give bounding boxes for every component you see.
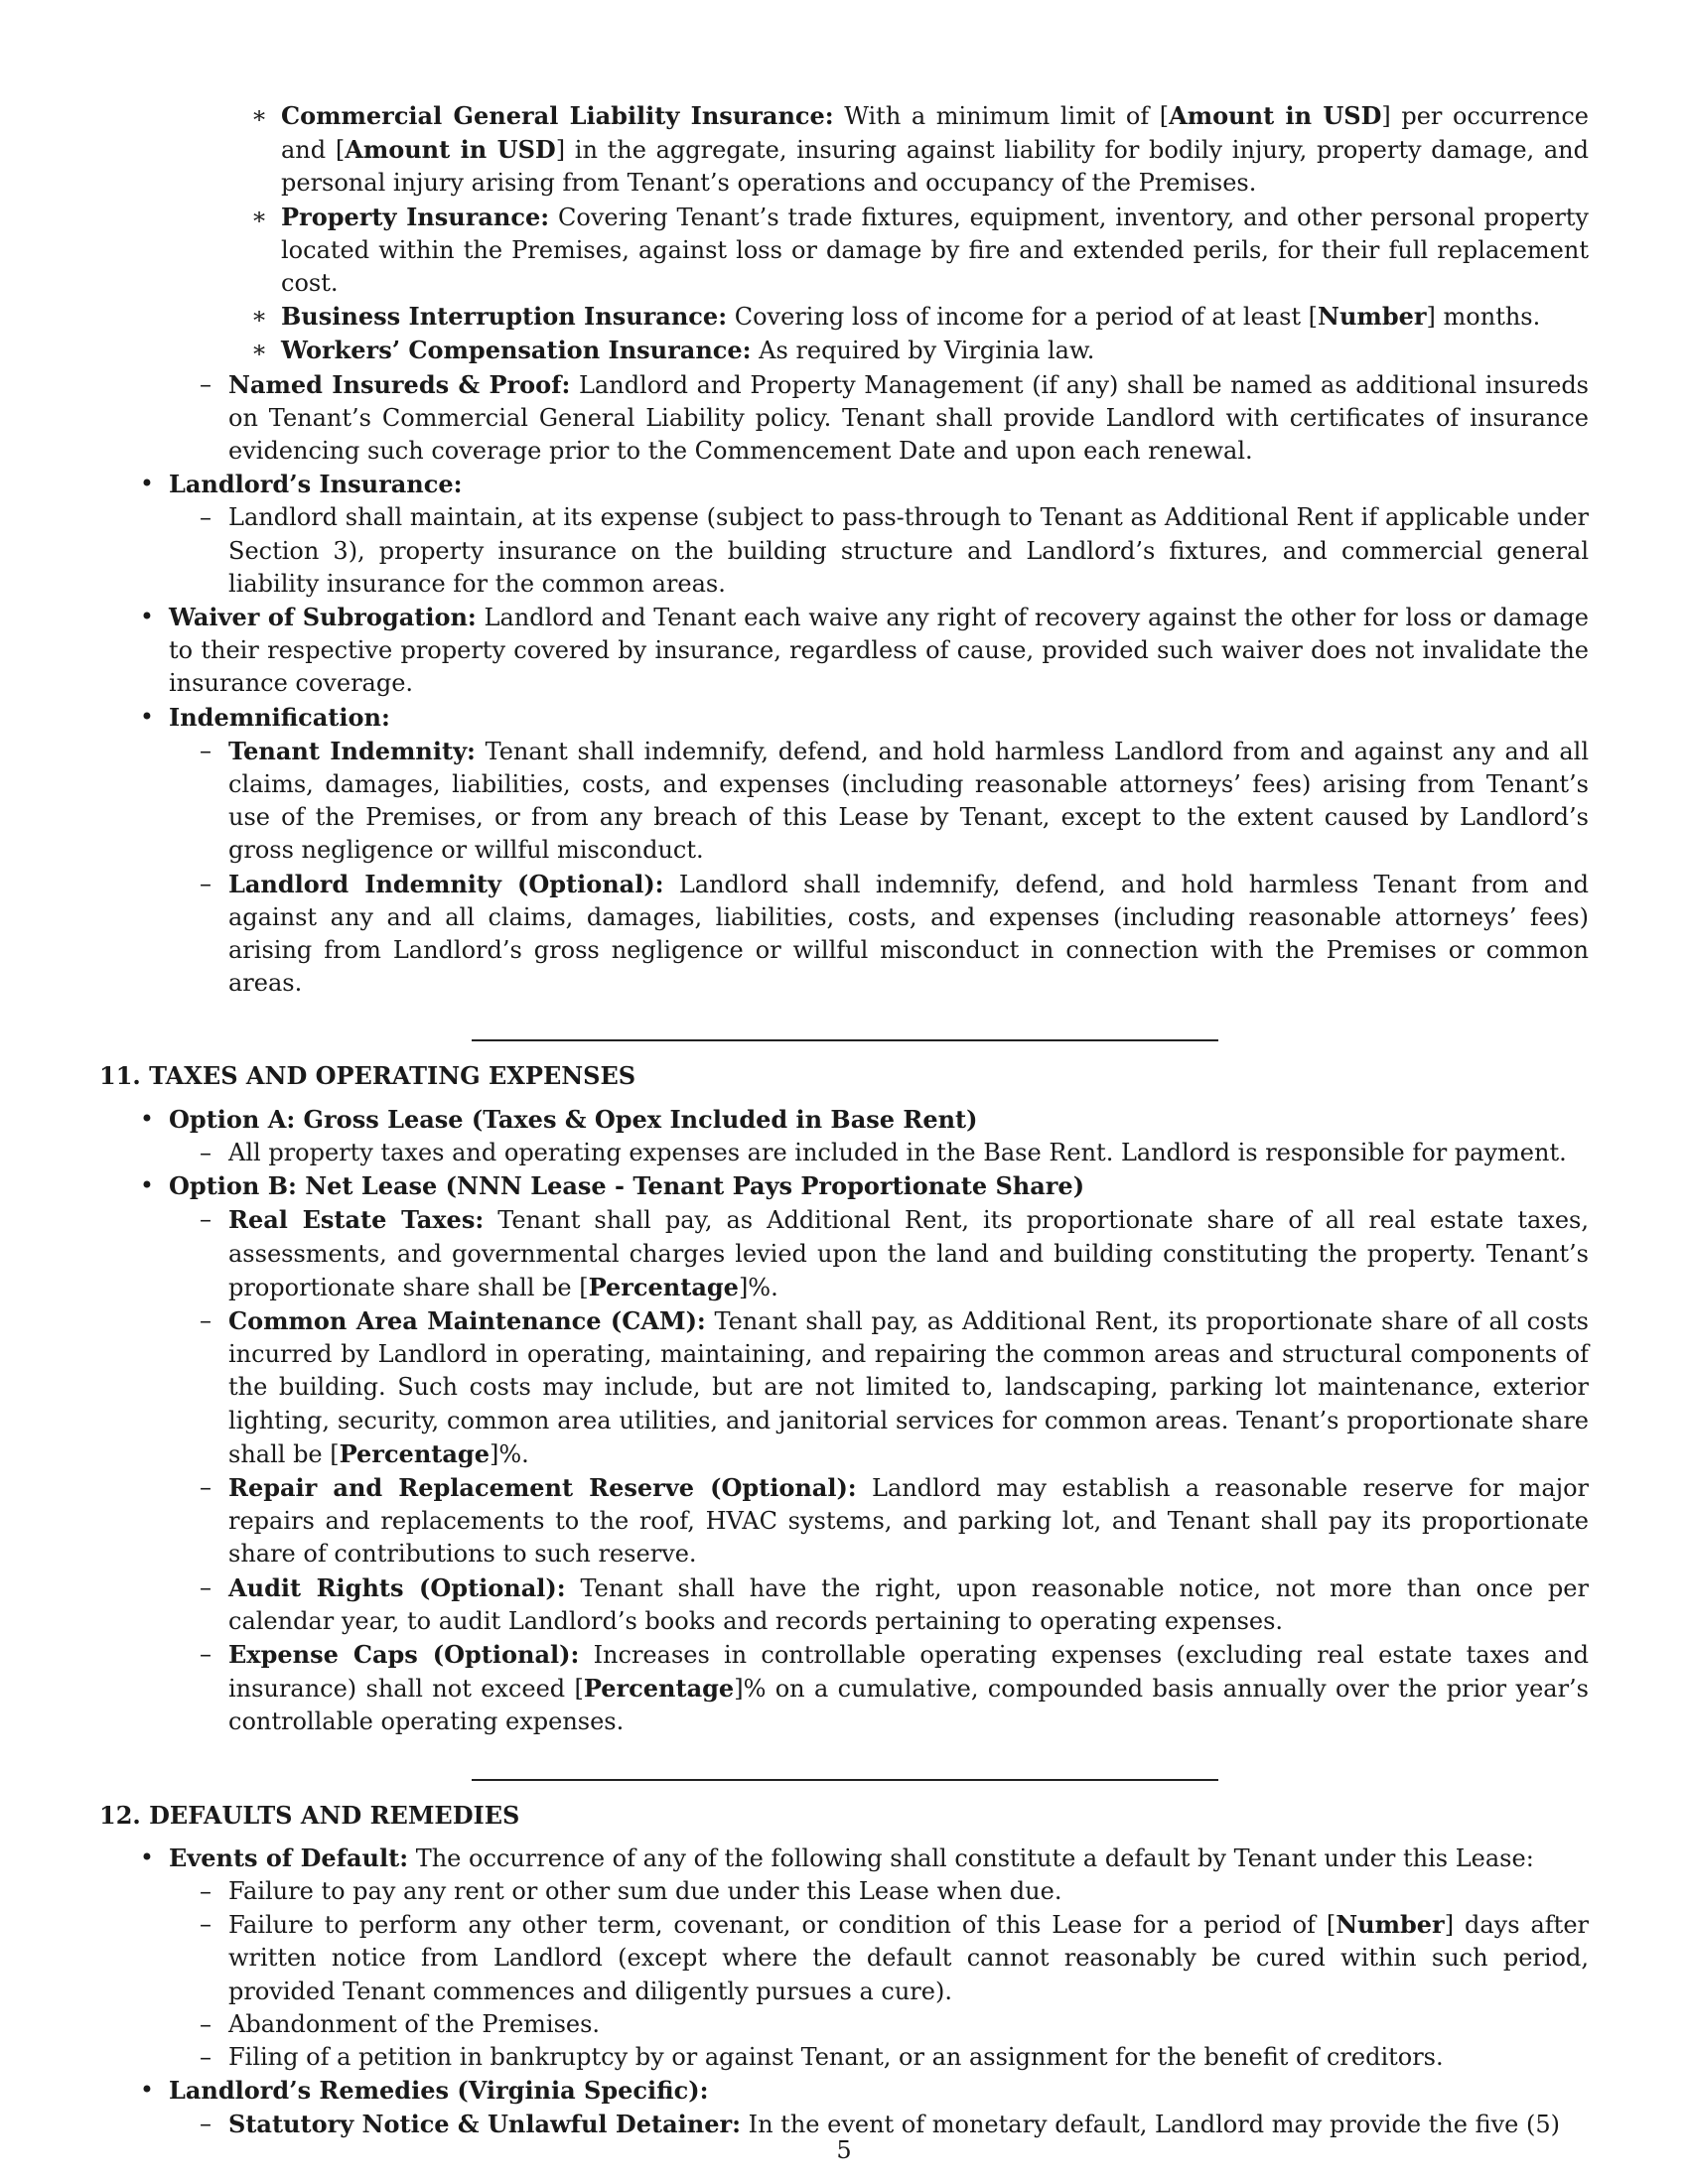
dash-bullet-icon: – [200, 503, 211, 532]
item-text: The occurrence of any of the following shall constitute a default by Tenant under this Lease: [415, 1843, 1534, 1872]
list-item [99, 868, 1589, 1001]
item-label: Real Estate Taxes: [228, 1205, 485, 1235]
item-text: Tenant shall indemnify, defend, and hold harmless Landlord from and against any and all claims, damages, liabilities, costs, and expenses (including reasonable attorneys’ fees) arising from Tenant’s use of the Premises, or from any breach of this Lease by Tenant, except to the extent caused by Landlord’s gross negligence or willful misconduct. [228, 737, 1589, 865]
item-label: Audit Rights (Optional): [228, 1572, 566, 1602]
list-item [99, 2008, 1589, 2041]
dash-bullet-icon: – [200, 1305, 211, 1334]
list-item [99, 1908, 1589, 2008]
list-item [99, 1304, 1589, 1471]
item-label: Business Interruption Insurance: [281, 302, 728, 332]
item-label: Waiver of Subrogation: [169, 603, 477, 632]
dash-bullet-icon: – [200, 1205, 211, 1234]
list-item [99, 1842, 1589, 1875]
item-text: Filing of a petition in bankruptcy by or against Tenant, or an assignment for the benefit of creditors. [228, 2042, 1444, 2071]
item-text: Tenant shall pay, as Additional Rent, its proportionate share of all costs incurred by Landlord in operating, maintaining, and repairing the common areas and structural components of the building. Such costs may include, but are not limited to, landscaping, parking lot maintenance, exterior lighting, security, common area utilities, and janitorial services for common areas. Tenant’s proportionate share shall be [Percentage]%. [228, 1306, 1589, 1468]
dash-bullet-icon: – [200, 869, 211, 897]
dash-bullet-icon: – [200, 736, 211, 764]
bullet-icon: • [139, 1171, 155, 1200]
bullet-icon: • [139, 470, 155, 498]
section-heading: 12. DEFAULTS AND REMEDIES [99, 1800, 520, 1830]
bullet-icon: • [139, 2076, 155, 2105]
item-label: Property Insurance: [281, 202, 550, 231]
list-item [99, 1471, 1589, 1571]
item-text: Failure to pay any rent or other sum due under this Lease when due. [228, 1876, 1062, 1905]
item-label: Landlord Indemnity (Optional): [228, 869, 664, 898]
item-label: Landlord’s Remedies (Virginia Specific): [169, 2076, 709, 2106]
dash-bullet-icon: – [200, 369, 211, 398]
bullet-icon: • [139, 603, 155, 631]
asterisk-bullet-icon: ∗ [250, 336, 268, 364]
list-item [99, 2041, 1589, 2074]
list-item [99, 368, 1589, 469]
section-divider [472, 1039, 1218, 1041]
dash-bullet-icon: – [200, 2009, 211, 2038]
item-text: Covering Tenant’s trade fixtures, equipment, inventory, and other personal property located within the Premises, against loss or damage by fire and extended perils, for their full replacement cost. [281, 203, 1589, 298]
item-text: Landlord may establish a reasonable reserve for major repairs and replacements to the roof, HVAC systems, and parking lot, and Tenant shall pay its proportionate share of contributions to such reserve. [228, 1473, 1589, 1569]
asterisk-bullet-icon: ∗ [250, 202, 268, 230]
section-divider [472, 1779, 1218, 1781]
item-label: Common Area Maintenance (CAM): [228, 1305, 706, 1335]
item-text: Failure to perform any other term, covenant, or condition of this Lease for a period of [Number] days after written notice from Landlord (except where the default cannot reasonably be cured within such period, provided Tenant commences and diligently pursues a cure). [228, 1910, 1590, 2005]
list-item [99, 501, 1589, 601]
item-label: Option B: Net Lease (NNN Lease - Tenant Pays Proportionate Share) [169, 1171, 1085, 1201]
item-text: With a minimum limit of [Amount in USD] per occurrence and [Amount in USD] in the aggregate, insuring against liability for bodily injury, property damage, and personal injury arising from Tenant’s operations and occupancy of the Premises. [281, 101, 1590, 198]
dash-bullet-icon: – [200, 1472, 211, 1501]
dash-bullet-icon: – [200, 1572, 211, 1601]
list-item [99, 1137, 1589, 1169]
item-text: Tenant shall pay, as Additional Rent, its proportionate share of all real estate taxes, assessments, and governmental charges levied upon the land and building constituting the property. Tenant’s proportionate share shall be [Percentage]%. [228, 1206, 1589, 1301]
list-item [99, 1203, 1589, 1304]
item-text: Increases in controllable operating expenses (excluding real estate taxes and insurance) shall not exceed [Percentage]% on a cumulative, compounded basis annually over the prior year’s controllable operating expenses. [228, 1640, 1589, 1736]
dash-bullet-icon: – [200, 1910, 211, 1939]
item-text: In the event of monetary default, Landlord may provide the five (5) [748, 2111, 1560, 2139]
dash-bullet-icon: – [200, 2042, 211, 2071]
item-text: Tenant shall have the right, upon reasonable notice, not more than once per calendar year, to audit Landlord’s books and records pertaining to operating expenses. [228, 1573, 1589, 1635]
item-label: Expense Caps (Optional): [228, 1639, 580, 1669]
list-item [99, 601, 1589, 701]
item-label: Landlord’s Insurance: [169, 470, 463, 499]
asterisk-bullet-icon: ∗ [250, 101, 268, 129]
list-item [99, 468, 1589, 501]
item-label: Named Insureds & Proof: [228, 369, 571, 399]
list-item [99, 1571, 1589, 1638]
item-text: Landlord and Property Management (if any) shall be named as additional insureds on Tenant’s Commercial General Liability policy. Tenant shall provide Landlord with certificates of insurance evidencing such coverage prior to the Commencement Date and upon each renewal. [228, 370, 1589, 466]
dash-bullet-icon: – [200, 1876, 211, 1905]
item-label: Events of Default: [169, 1843, 409, 1872]
list-item [99, 99, 1589, 201]
item-label: Tenant Indemnity: [228, 736, 476, 765]
item-label: Indemnification: [169, 702, 390, 732]
item-text: All property taxes and operating expenses are included in the Base Rent. Landlord is responsible for payment. [228, 1138, 1567, 1166]
item-label: Workers’ Compensation Insurance: [281, 336, 752, 365]
item-text: Covering loss of income for a period of at least [Number] months. [734, 302, 1541, 332]
item-text: Landlord shall maintain, at its expense (subject to pass-through to Tenant as Additional Rent if applicable under Section 3), property insurance on the building structure and Landlord’s fixtures, and commercial general liability insurance for the common areas. [228, 503, 1589, 598]
dash-bullet-icon: – [200, 1138, 211, 1166]
page-number: 5 [836, 2136, 852, 2164]
list-item [99, 334, 1589, 367]
bullet-icon: • [139, 1843, 155, 1871]
list-item [99, 701, 1589, 735]
list-item [99, 201, 1589, 301]
bullet-icon: • [139, 1104, 155, 1133]
bullet-icon: • [139, 702, 155, 731]
item-label: Option A: Gross Lease (Taxes & Opex Included in Base Rent) [169, 1104, 978, 1134]
dash-bullet-icon: – [200, 2110, 211, 2138]
page-content [99, 99, 1589, 2142]
item-label: Commercial General Liability Insurance: [281, 101, 834, 130]
asterisk-bullet-icon: ∗ [250, 302, 268, 331]
list-item [99, 1875, 1589, 1908]
list-item [99, 1103, 1589, 1137]
section-heading: 11. TAXES AND OPERATING EXPENSES [99, 1061, 636, 1091]
item-text: Landlord shall indemnify, defend, and hold harmless Tenant from and against any and all claims, damages, liabilities, costs, and expenses (including reasonable attorneys’ fees) arising from Landlord’s gross negligence or willful misconduct in connection with the Premises or common areas. [228, 870, 1589, 998]
item-label: Repair and Replacement Reserve (Optional): [228, 1472, 857, 1502]
list-item [99, 1638, 1589, 1739]
list-item [99, 1169, 1589, 1203]
dash-bullet-icon: – [200, 1639, 211, 1668]
list-item [99, 735, 1589, 868]
item-label: Statutory Notice & Unlawful Detainer: [228, 2110, 741, 2139]
item-text: Landlord and Tenant each waive any right of recovery against the other for loss or damage to their respective property covered by insurance, regardless of cause, provided such waiver does not invalidate the insurance coverage. [169, 604, 1589, 698]
list-item [99, 300, 1589, 334]
item-text: As required by Virginia law. [759, 337, 1095, 365]
list-item [99, 2074, 1589, 2108]
item-text: Abandonment of the Premises. [228, 2009, 601, 2038]
